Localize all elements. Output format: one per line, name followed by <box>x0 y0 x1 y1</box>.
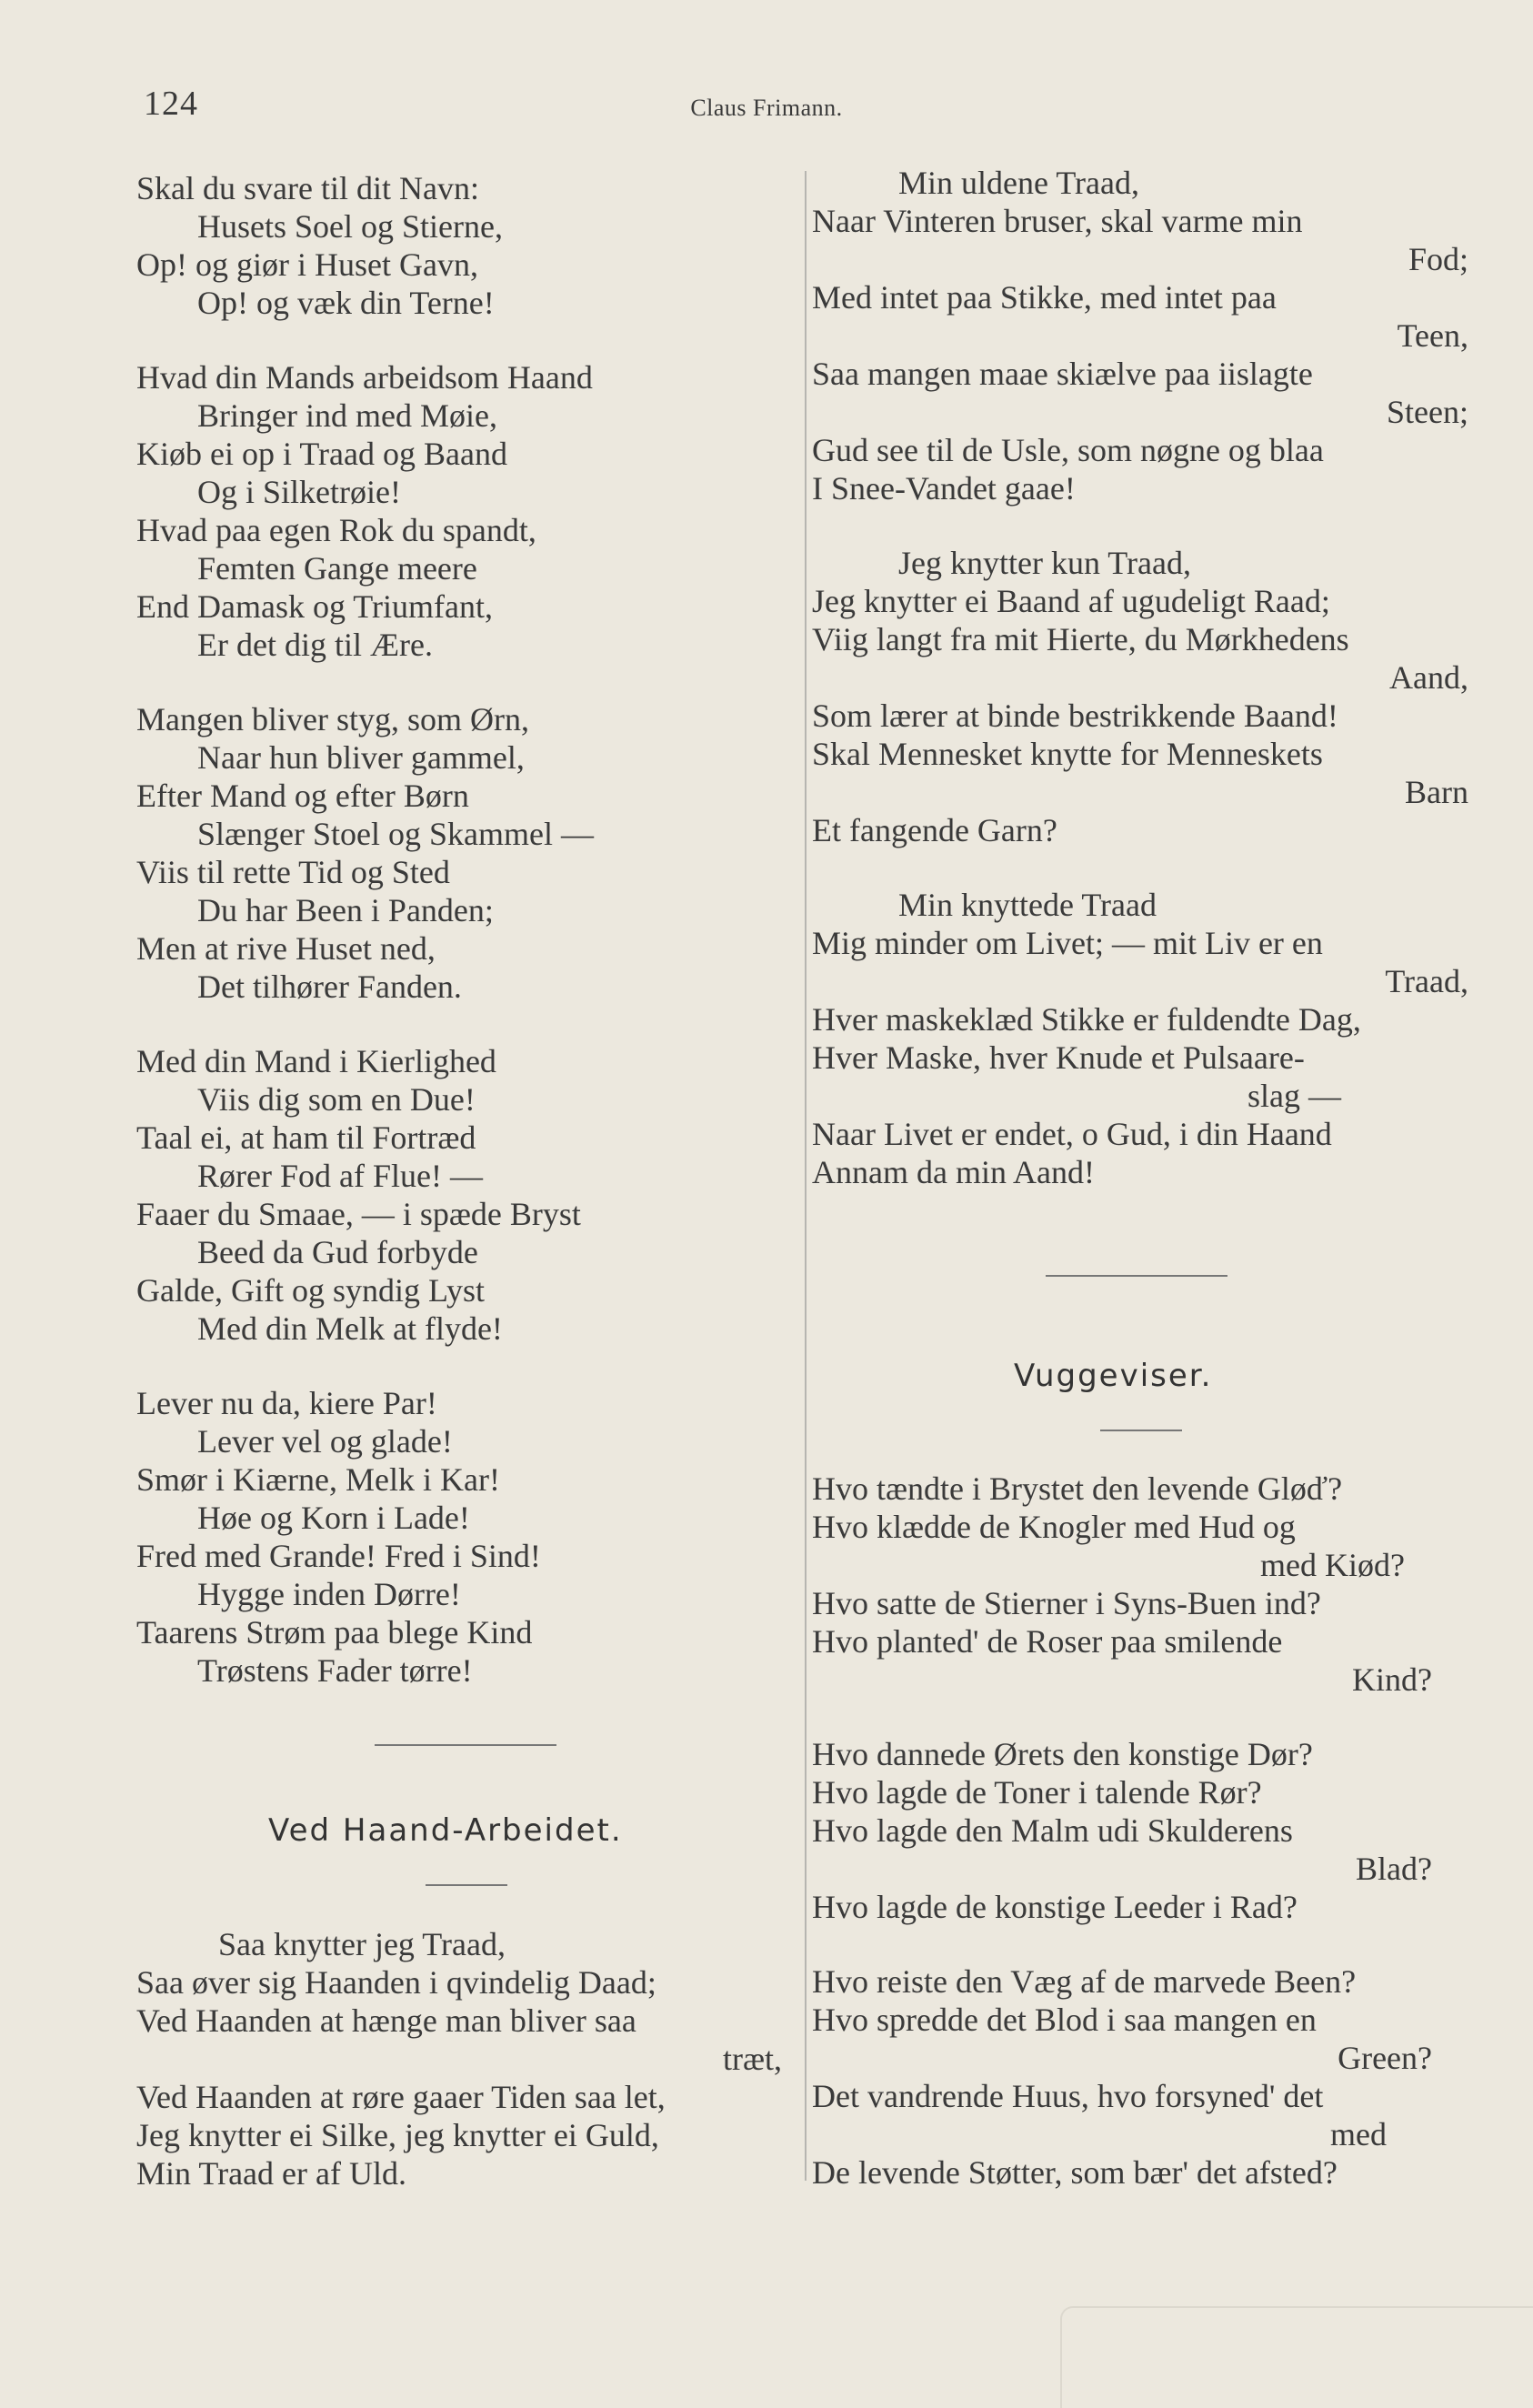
verse-line: Et fangende Garn? <box>812 812 1057 848</box>
verse-line: Gud see til de Usle, som nøgne og blaa <box>812 432 1324 468</box>
page-corner-mark <box>1060 2306 1533 2408</box>
verse-line: Hvo reiste den Væg af de marvede Been? <box>812 1963 1357 2000</box>
verse-line: Saa knytter jeg Traad, <box>218 1926 506 1962</box>
verse-line-turnover: slag — <box>1247 1078 1341 1114</box>
verse-line-turnover: træt, <box>722 2041 782 2077</box>
verse-line-turnover: Traad, <box>1385 963 1468 999</box>
verse-line: Hvo dannede Ørets den konstige Dør? <box>812 1736 1313 1772</box>
stanza-left-5 <box>136 1384 787 1690</box>
verse-line: Beed da Gud forbyde <box>197 1234 478 1270</box>
verse-line: Trøstens Fader tørre! <box>197 1652 473 1689</box>
verse-line: Taarens Strøm paa blege Kind <box>136 1614 533 1650</box>
verse-line-turnover: Fod; <box>1408 241 1468 277</box>
verse-line: Lever vel og glade! <box>197 1423 453 1460</box>
stanza-left-3 <box>136 700 787 1006</box>
verse-line: Hver maskeklæd Stikke er fuldendte Dag, <box>812 1001 1361 1038</box>
stanza-right-2 <box>812 544 1468 849</box>
verse-line: Faaer du Smaae, — i spæde Bryst <box>136 1196 581 1232</box>
stanza-right-5 <box>812 1735 1468 1926</box>
verse-line: Hvo satte de Stierner i Syns-Buen ind? <box>812 1585 1321 1621</box>
verse-line: Min knyttede Traad <box>898 887 1157 923</box>
stanza-left-2 <box>136 358 787 664</box>
verse-line: Og i Silketrøie! <box>197 474 401 510</box>
verse-line: Du har Been i Panden; <box>197 892 494 928</box>
page-number: 124 <box>144 85 198 123</box>
verse-line: Skal du svare til dit Navn: <box>136 170 479 206</box>
verse-line: Med din Melk at flyde! <box>197 1310 503 1347</box>
verse-line: Naar Vinteren bruser, skal varme min <box>812 203 1303 239</box>
verse-line-turnover: Green? <box>1338 2040 1432 2076</box>
verse-line: Min uldene Traad, <box>898 165 1139 201</box>
verse-line: Hvo lagde de konstige Leeder i Rad? <box>812 1889 1298 1925</box>
right-column-lullaby <box>812 1470 1468 2228</box>
verse-line: Galde, Gift og syndig Lyst <box>136 1272 485 1309</box>
verse-line: Femten Gange meere <box>197 550 477 587</box>
section-title-left: Ved Haand-Arbeidet. <box>268 1812 623 1849</box>
left-column <box>136 169 787 1726</box>
verse-line: Som lærer at binde bestrikkende Baand! <box>812 697 1338 734</box>
verse-line: Viis til rette Tid og Sted <box>136 854 450 890</box>
verse-line: Hygge inden Dørre! <box>197 1576 461 1612</box>
verse-line: Hvad paa egen Rok du spandt, <box>136 512 536 548</box>
verse-line: Op! og giør i Huset Gavn, <box>136 246 478 283</box>
verse-line: Efter Mand og efter Børn <box>136 778 469 814</box>
right-column <box>812 164 1468 1228</box>
verse-line: Med din Mand i Kierlighed <box>136 1043 496 1079</box>
verse-line: Naar Livet er endet, o Gud, i din Haand <box>812 1116 1332 1152</box>
verse-line: Min Traad er af Uld. <box>136 2155 406 2192</box>
verse-line-turnover: Kind? <box>1352 1661 1432 1698</box>
verse-line: Annam da min Aand! <box>812 1154 1095 1190</box>
verse-line: Er det dig til Ære. <box>197 627 433 663</box>
section-rule <box>375 1744 556 1746</box>
verse-line-turnover: Steen; <box>1387 394 1468 430</box>
stanza-right-6 <box>812 1962 1468 2192</box>
verse-line: Hvo tændte i Brystet den levende Gløď? <box>812 1470 1343 1507</box>
verse-line: Det tilhører Fanden. <box>197 968 462 1005</box>
stanza-left-1 <box>136 169 787 322</box>
verse-line: Fred med Grande! Fred i Sind! <box>136 1538 541 1574</box>
verse-line-turnover: med <box>1330 2116 1387 2152</box>
column-divider <box>805 171 807 2181</box>
verse-line: Hver Maske, hver Knude et Pulsaare- <box>812 1039 1305 1076</box>
verse-line: Hvo lagde de Toner i talende Rør? <box>812 1774 1262 1811</box>
verse-line: Slænger Stoel og Skammel — <box>197 816 594 852</box>
stanza-left-6 <box>136 1925 782 2192</box>
verse-line: Bringer ind med Møie, <box>197 397 497 434</box>
verse-line: Mig minder om Livet; — mit Liv er en <box>812 925 1323 961</box>
title-underline <box>1100 1430 1182 1431</box>
verse-line-turnover: Barn <box>1405 774 1468 810</box>
verse-line: Saa øver sig Haanden i qvindelig Daad; <box>136 1964 656 2001</box>
verse-line: Ved Haanden at røre gaaer Tiden saa let, <box>136 2079 666 2115</box>
verse-line: Lever nu da, kiere Par! <box>136 1385 437 1421</box>
verse-line: Jeg knytter ei Silke, jeg knytter ei Guld, <box>136 2117 659 2153</box>
verse-line: Hvo klædde de Knogler med Hud og <box>812 1509 1296 1545</box>
verse-line: Skal Mennesket knytte for Menneskets <box>812 736 1323 772</box>
verse-line-turnover: Teen, <box>1397 317 1468 354</box>
verse-line: Men at rive Huset ned, <box>136 930 436 967</box>
verse-line: Jeg knytter ei Baand af ugudeligt Raad; <box>812 583 1330 619</box>
verse-line: Rører Fod af Flue! — <box>197 1158 483 1194</box>
title-underline <box>426 1884 507 1886</box>
verse-line: Hvad din Mands arbeidsom Haand <box>136 359 593 396</box>
verse-line: I Snee-Vandet gaae! <box>812 470 1076 507</box>
verse-line: Husets Soel og Stierne, <box>197 208 503 245</box>
verse-line: Op! og væk din Terne! <box>197 285 495 321</box>
verse-line-turnover: Aand, <box>1389 659 1468 696</box>
verse-line: Kiøb ei op i Traad og Baand <box>136 436 507 472</box>
verse-line: Saa mangen maae skiælve paa iislagte <box>812 356 1313 392</box>
stanza-right-4 <box>812 1470 1468 1699</box>
verse-line-turnover: Blad? <box>1356 1851 1432 1887</box>
verse-line: Jeg knytter kun Traad, <box>898 545 1191 581</box>
verse-line: Med intet paa Stikke, med intet paa <box>812 279 1277 316</box>
verse-line: Hvo lagde den Malm udi Skulderens <box>812 1812 1293 1849</box>
verse-line: Høe og Korn i Lade! <box>197 1500 470 1536</box>
section-title-right: Vuggeviser. <box>1014 1358 1213 1394</box>
stanza-right-1 <box>812 164 1468 507</box>
verse-line: De levende Støtter, som bær' det afsted? <box>812 2154 1338 2191</box>
verse-line: Hvo planted' de Roser paa smilende <box>812 1623 1283 1660</box>
section-rule <box>1046 1275 1227 1277</box>
stanza-right-3 <box>812 886 1468 1191</box>
stanza-left-4 <box>136 1042 787 1348</box>
verse-line: Ved Haanden at hænge man bliver saa <box>136 2002 636 2039</box>
verse-line: Naar hun bliver gammel, <box>197 739 525 776</box>
running-title: Claus Frimann. <box>690 95 843 121</box>
verse-line: Mangen bliver styg, som Ørn, <box>136 701 529 737</box>
verse-line: Viis dig som en Due! <box>197 1081 476 1118</box>
verse-line: Hvo spredde det Blod i saa mangen en <box>812 2002 1317 2038</box>
verse-line: Taal ei, at ham til Fortræd <box>136 1119 476 1156</box>
verse-line: End Damask og Triumfant, <box>136 588 493 625</box>
verse-line-turnover: med Kiød? <box>1260 1547 1405 1583</box>
verse-line: Smør i Kiærne, Melk i Kar! <box>136 1461 500 1498</box>
verse-line: Det vandrende Huus, hvo forsyned' det <box>812 2078 1324 2114</box>
verse-line: Viig langt fra mit Hierte, du Mørkhedens <box>812 621 1349 657</box>
